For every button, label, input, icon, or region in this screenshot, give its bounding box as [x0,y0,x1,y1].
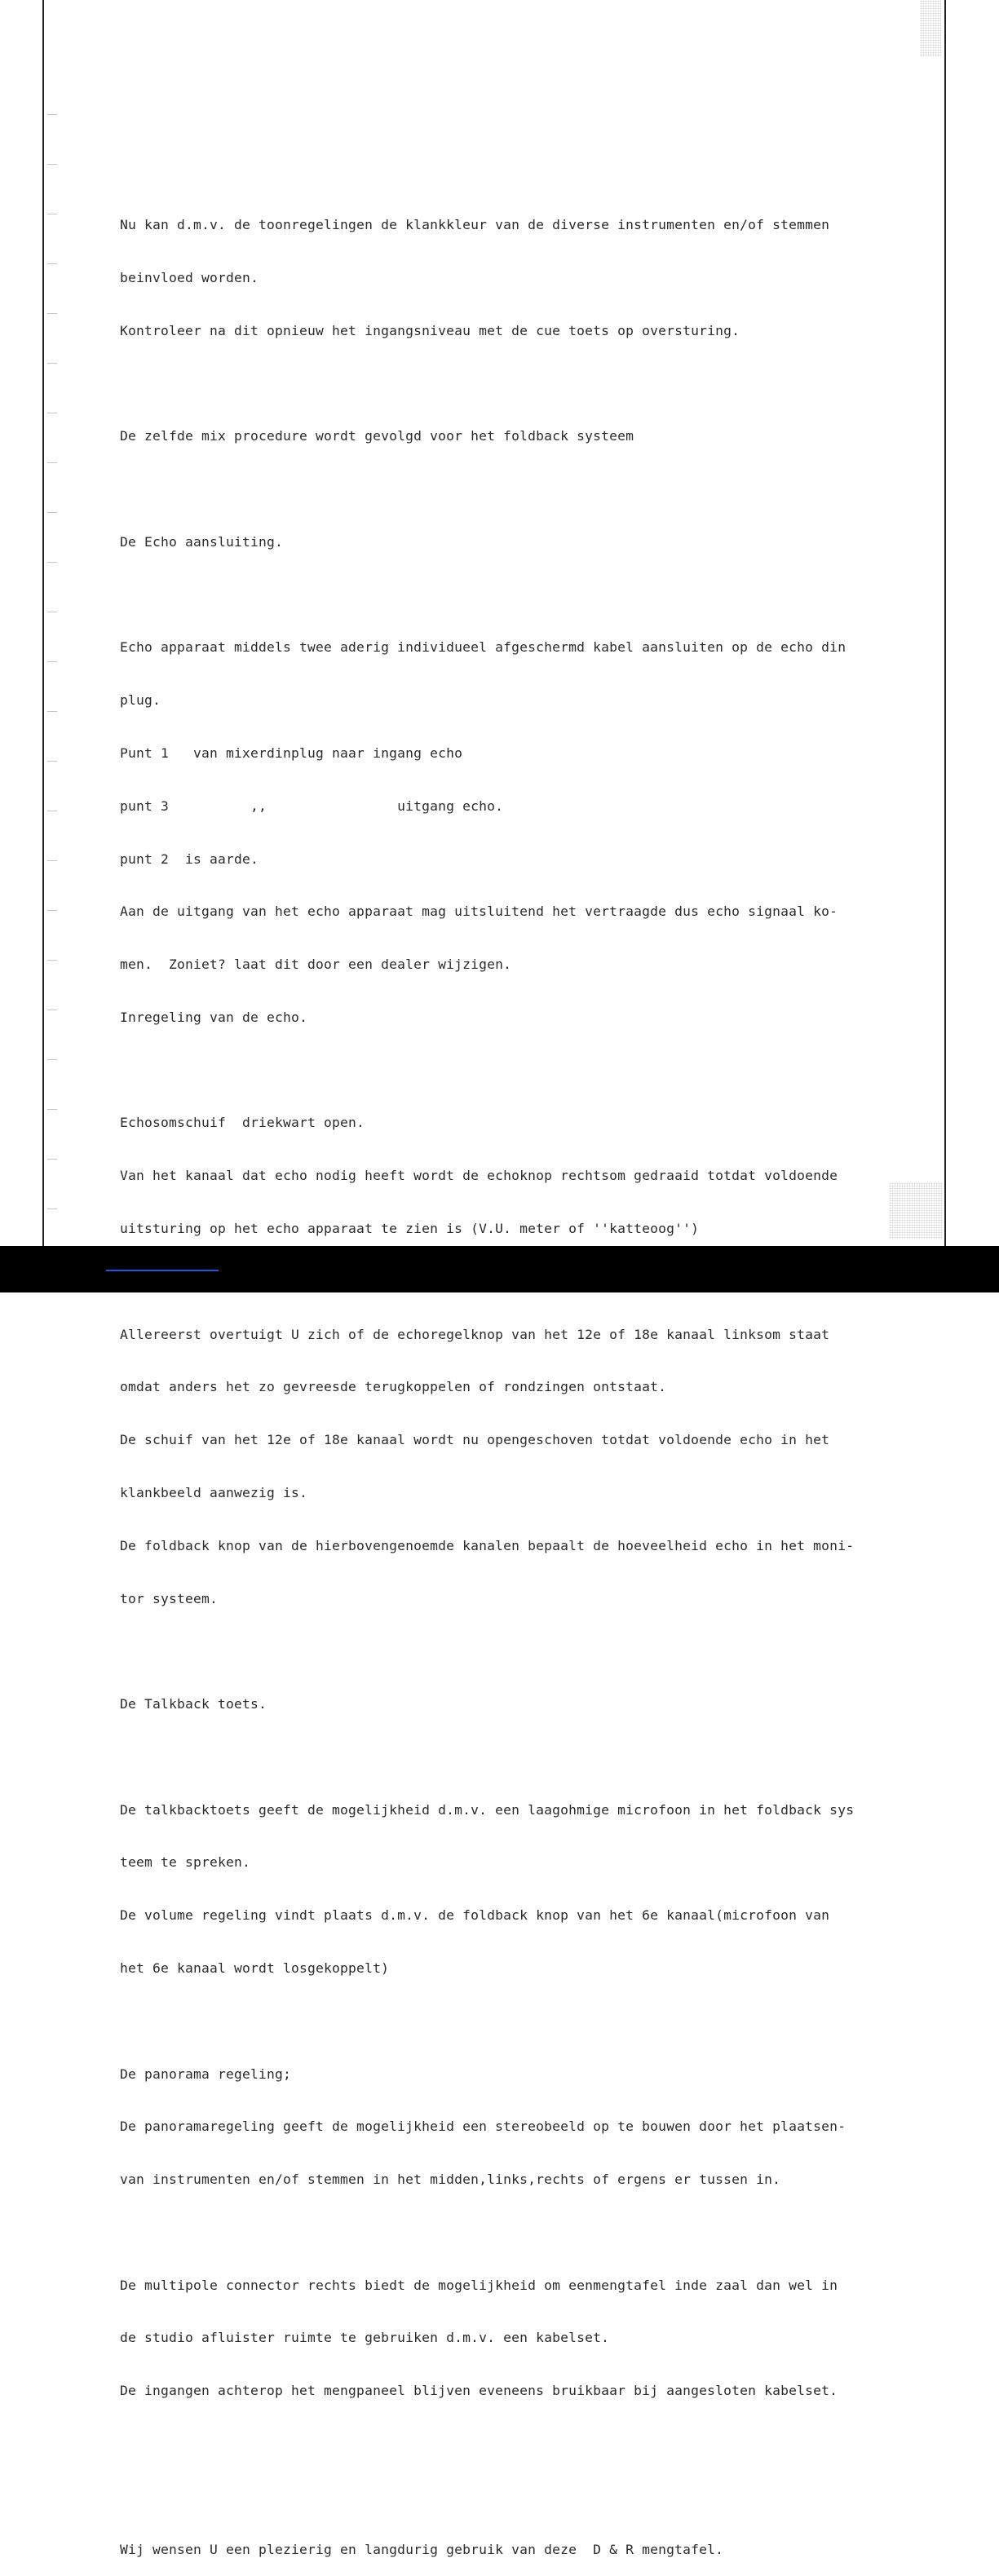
text-line: Inregeling van de echo. [120,1009,308,1025]
text-line: Echosomschuif driekwart open. [120,1115,365,1131]
text-line: van instrumenten en/of stemmen in het midden,links,rechts of ergens er tussen in. [120,2172,781,2188]
text-line: Van het kanaal dat echo nodig heeft wordt de echoknop rechtsom gedraaid totdat voldoende [120,1168,838,1184]
text-line: Nu kan d.m.v. de toonregelingen de klankkleur van de diverse instrumenten en/of stemmen [120,217,830,233]
text-line: De ingangen achterop het mengpaneel blijven eveneens bruikbaar bij aangesloten kabelset. [120,2383,838,2399]
section-heading-panorama: De panorama regeling; [120,2066,292,2082]
closing-line: Wij wensen U een plezierig en langdurig gebruik van deze D & R mengtafel. [120,2541,724,2557]
blank-line [120,1748,944,1766]
typewritten-text-block [120,181,944,2576]
blank-line [120,2488,944,2506]
text-line: beinvloed worden. [120,269,259,285]
text-line: men. Zoniet? laat dit door een dealer wijzigen. [120,957,512,973]
text-line: Aan de uitgang van het echo apparaat mag uitsluitend het vertraagde dus echo signaal ko- [120,904,838,920]
text-line: De multipole connector rechts biedt de mogelijkheid om eenmengtafel inde zaal dan wel in [120,2277,838,2293]
blank-line [120,1642,944,1660]
text-line: De schuif van het 12e of 18e kanaal wordt nu opengeschoven totdat voldoende echo in het [120,1432,830,1448]
blank-line [120,2224,944,2242]
text-line: De foldback knop van de hierbovengenoemde kanalen bepaalt de hoeveelheid echo in het moni- [120,1537,855,1553]
text-line: punt 2 is aarde. [120,851,259,867]
text-line: Allereerst overtuigt U zich of de echoregelknop van het 12e of 18e kanaal linksom staat [120,1326,830,1342]
scan-colored-mark [106,1270,219,1271]
text-line: omdat anders het zo gevreesde terugkoppelen of rondzingen ontstaat. [120,1379,667,1395]
text-line: tor systeem. [120,1590,219,1606]
text-line: De volume regeling vindt plaats d.m.v. de foldback knop van het 6e kanaal(microfoon van [120,1907,830,1924]
blank-line [120,2435,944,2453]
text-line: teem te spreken. [120,1854,251,1871]
section-heading-echo: De Echo aansluiting. [120,533,284,550]
text-line: Echo apparaat middels twee aderig individueel afgeschermd kabel aansluiten op de echo din [120,639,846,656]
text-line: uitsturing op het echo apparaat te zien is (V.U. meter of ''katteoog'') [120,1221,700,1237]
text-line: plug. [120,692,161,709]
blank-line [120,2013,944,2030]
text-line: het 6e kanaal wordt losgekoppelt) [120,1960,390,1976]
blank-line [120,375,944,393]
scan-noise-top [920,0,941,57]
text-line: Punt 1 van mixerdinplug naar ingang echo [120,745,463,761]
text-line: klankbeeld aanwezig is. [120,1484,308,1500]
text-line: de studio afluister ruimte te gebruiken d.m.v. een kabelset. [120,2330,610,2346]
text-line: Kontroleer na dit opnieuw het ingangsniveau met de cue toets op oversturing. [120,322,740,338]
text-line: De zelfde mix procedure wordt gevolgd voor het foldback systeem [120,428,634,444]
blank-line [120,1062,944,1080]
text-line: De panoramaregeling geeft de mogelijkheid een stereobeeld op te bouwen door het plaatsen- [120,2119,846,2135]
scan-edge-marks [47,65,57,1223]
text-line: De talkbacktoets geeft de mogelijkheid d.m.v. een laagohmige microfoon in het foldback sys [120,1801,855,1818]
blank-line [120,480,944,498]
text-line: punt 3 ,, uitgang echo. [120,798,504,814]
blank-line [120,586,944,604]
section-heading-talkback: De Talkback toets. [120,1696,267,1712]
